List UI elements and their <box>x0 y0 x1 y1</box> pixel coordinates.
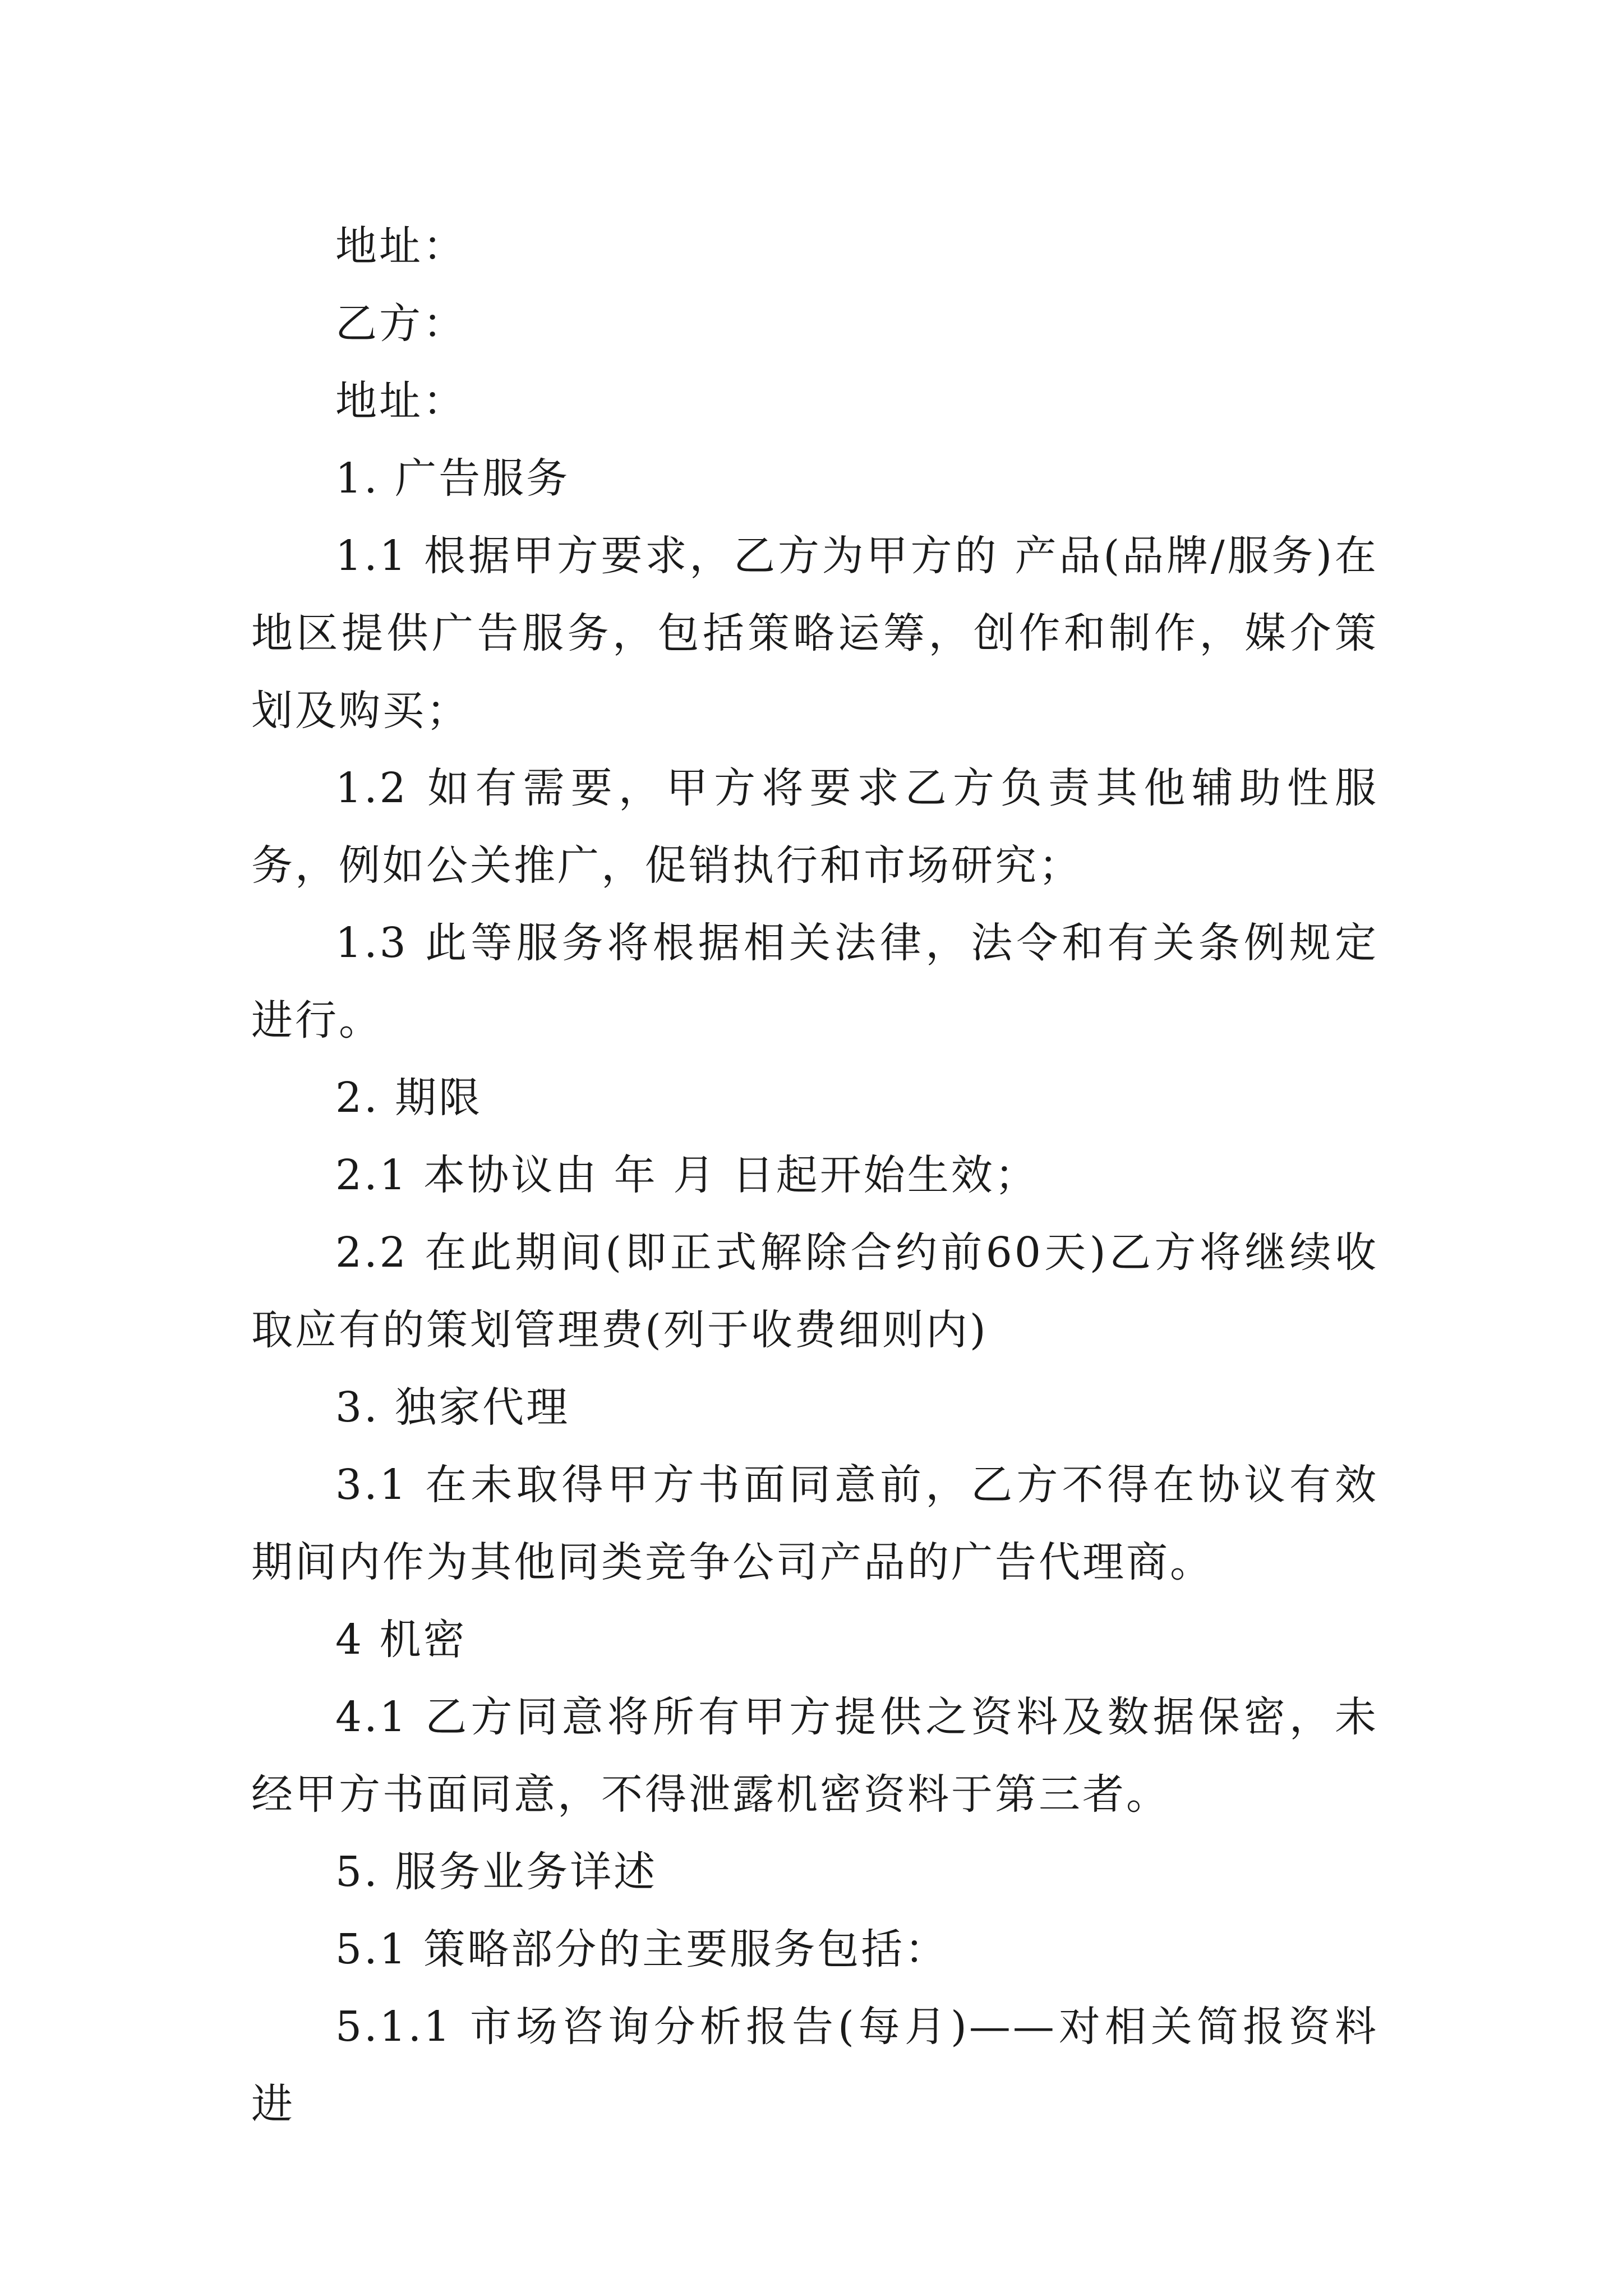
clause-paragraph: 3.1 在未取得甲方书面同意前，乙方不得在协议有效期间内作为其他同类竞争公司产品的广告代理商。 <box>251 1461 1378 1586</box>
clause-paragraph: 5.1.1 市场咨询分析报告(每月)——对相关简报资料进 <box>251 2003 1378 2128</box>
section-heading: 2. 期限 <box>335 1074 483 1122</box>
clause-paragraph: 1.2 如有需要，甲方将要求乙方负责其他辅助性服务，例如公关推广，促销执行和市场研究； <box>251 764 1378 890</box>
clause-paragraph: 5.1 策略部分的主要服务包括： <box>335 1925 949 1973</box>
section-heading: 3. 独家代理 <box>335 1383 570 1432</box>
party-b-line: 乙方： <box>335 300 467 348</box>
address-b-line: 地址： <box>335 377 467 425</box>
address-a-line: 地址： <box>335 222 467 270</box>
section-heading: 5. 服务业务详述 <box>335 1848 658 1896</box>
section-heading: 1. 广告服务 <box>335 454 570 503</box>
clause-paragraph: 1.3 此等服务将根据相关法律，法令和有关条例规定进行。 <box>251 919 1378 1045</box>
contract-body <box>251 208 1378 2143</box>
clause-paragraph: 2.2 在此期间(即正式解除合约前60天)乙方将继续收取应有的策划管理费(列于收费细则内) <box>251 1228 1378 1354</box>
section-heading: 4 机密 <box>335 1616 467 1664</box>
clause-paragraph: 1.1 根据甲方要求，乙方为甲方的 产品(品牌/服务)在地区提供广告服务，包括策略运筹，创作和制作，媒介策划及购买； <box>251 532 1378 735</box>
clause-paragraph: 2.1 本协议由 年 月 日起开始生效； <box>335 1151 1039 1199</box>
clause-paragraph: 4.1 乙方同意将所有甲方提供之资料及数据保密，未经甲方书面同意，不得泄露机密资料于第三者。 <box>251 1693 1378 1819</box>
